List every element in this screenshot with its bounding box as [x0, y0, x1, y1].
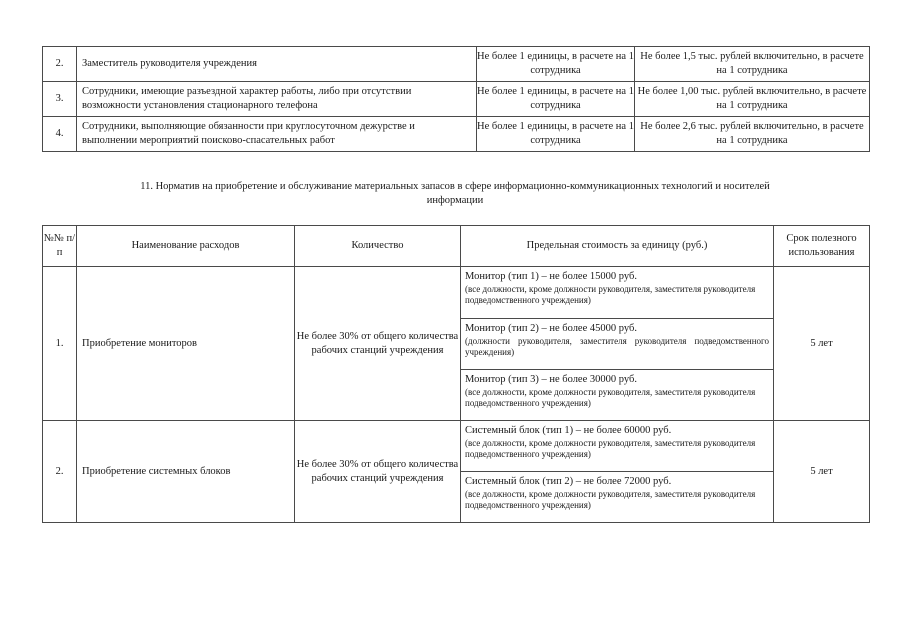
- table-row: [43, 47, 870, 82]
- quantity-norm: Не более 30% от общего количества рабочих станций учреждения: [295, 267, 461, 421]
- position-name: Заместитель руководителя учреждения: [77, 47, 477, 82]
- position-name: Сотрудники, выполняющие обязанности при круглосуточном дежурстве и выполнении мероприятий поисково-спасательных работ: [77, 117, 477, 152]
- price-limit: Системный блок (тип 2) – не более 72000 руб.: [465, 476, 672, 487]
- price-limit: Монитор (тип 1) – не более 15000 руб.: [465, 271, 637, 282]
- cost-norm: Не более 1,00 тыс. рублей включительно, в расчете на 1 сотрудника: [635, 82, 870, 117]
- header-quantity: Количество: [295, 226, 461, 267]
- phone-norms-table: [42, 46, 870, 152]
- price-limit: Монитор (тип 2) – не более 45000 руб.: [465, 323, 637, 334]
- table-header-row: [43, 226, 870, 267]
- price-cell: [461, 421, 774, 523]
- position-name: Сотрудники, имеющие разъездной характер работы, либо при отсутствии возможности установления стационарного телефона: [77, 82, 477, 117]
- row-number: 2.: [43, 421, 77, 523]
- price-item: [461, 471, 773, 522]
- cost-norm: Не более 2,6 тыс. рублей включительно, в расчете на 1 сотрудника: [635, 117, 870, 152]
- row-number: 1.: [43, 267, 77, 421]
- section-title: 11. Норматив на приобретение и обслуживание материальных запасов в сфере информационно-коммуникационных технологий и носителей информации: [140, 181, 770, 206]
- useful-life: 5 лет: [774, 267, 870, 421]
- price-item: [461, 318, 773, 369]
- expense-name: Приобретение мониторов: [77, 267, 295, 421]
- price-cell: [461, 267, 774, 421]
- table-row: [43, 267, 870, 421]
- table-row: [43, 82, 870, 117]
- ict-materials-norms-table: [42, 225, 870, 523]
- quantity-norm: Не более 1 единицы, в расчете на 1 сотрудника: [477, 82, 635, 117]
- price-note: (все должности, кроме должности руководителя, заместителя руководителя подведомственного учреждения): [465, 284, 756, 305]
- price-limit: Монитор (тип 3) – не более 30000 руб.: [465, 374, 637, 385]
- quantity-norm: Не более 1 единицы, в расчете на 1 сотрудника: [477, 47, 635, 82]
- quantity-norm: Не более 1 единицы, в расчете на 1 сотрудника: [477, 117, 635, 152]
- price-item: [461, 421, 773, 471]
- price-note: (все должности, кроме должности руководителя, заместителя руководителя подведомственного учреждения): [465, 438, 756, 459]
- expense-name: Приобретение системных блоков: [77, 421, 295, 523]
- price-note: (все должности, кроме должности руководителя, заместителя руководителя подведомственного учреждения): [465, 387, 756, 408]
- price-item: [461, 369, 773, 420]
- header-expense-name: Наименование расходов: [77, 226, 295, 267]
- cost-norm: Не более 1,5 тыс. рублей включительно, в расчете на 1 сотрудника: [635, 47, 870, 82]
- header-number: №№ п/п: [43, 226, 77, 267]
- table-row: [43, 421, 870, 523]
- header-useful-life: Срок полезного использования: [774, 226, 870, 267]
- price-limit: Системный блок (тип 1) – не более 60000 руб.: [465, 425, 672, 436]
- row-number: 4.: [43, 117, 77, 152]
- price-item: [461, 267, 773, 318]
- price-note: (все должности, кроме должности руководителя, заместителя руководителя подведомственного учреждения): [465, 489, 756, 510]
- price-note: (должности руководителя, заместителя руководителя подведомственного учреждения): [465, 336, 769, 357]
- row-number: 2.: [43, 47, 77, 82]
- row-number: 3.: [43, 82, 77, 117]
- header-unit-price: Предельная стоимость за единицу (руб.): [461, 226, 774, 267]
- useful-life: 5 лет: [774, 421, 870, 523]
- table-row: [43, 117, 870, 152]
- quantity-norm: Не более 30% от общего количества рабочих станций учреждения: [295, 421, 461, 523]
